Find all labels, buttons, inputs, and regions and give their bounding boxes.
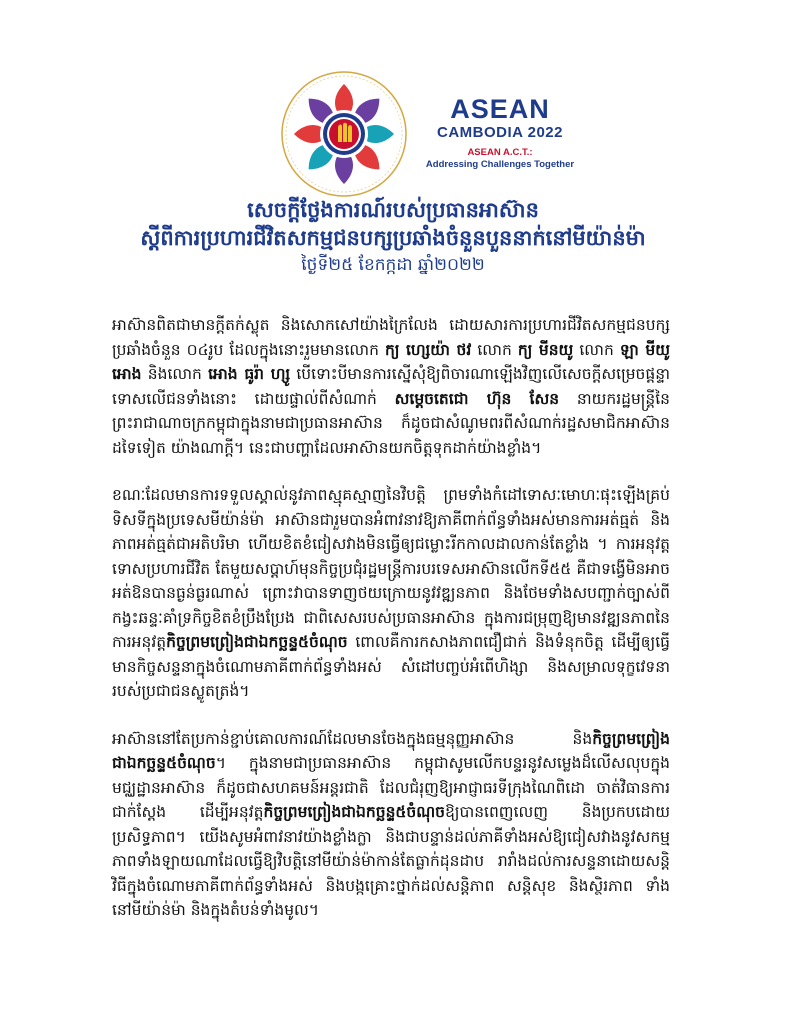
brand-tagline-2: Addressing Challenges Together	[425, 159, 575, 170]
bold-text-run: កិច្ចព្រមព្រៀងជាឯកច្ឆន្ទ៥ចំណុច	[166, 633, 348, 651]
text-run: អាស៊ាននៅតែប្រកាន់ខ្ជាប់គោលការណ៍ដែលមានចែងក្នុងធម្មនុញ្ញអាស៊ាន និង	[112, 729, 593, 748]
text-run: បើទោះបីមានការស្នើសុំឱ្យពិចារណាឡើងវិញលើសេចក្តីសម្រេចផ្តន្ទាទោសលើជនទាំងនោះ ដោយផ្ទាល់ពីសំណាក់	[112, 365, 670, 408]
bold-text-run: សម្តេចតេជោ ហ៊ុន សែន	[394, 389, 560, 408]
text-run: ឱ្យបានពេញលេញ និងប្រកបដោយប្រសិទ្ធភាព។ យើងសូមអំពាវនាវយ៉ាងខ្លាំងក្លា និងជាបន្ទាន់ដល់ភាគីទាំងអស់ឱ្យជៀសវាងនូវសកម្មភាពទាំងឡាយណាដែលធ្វើឱ្យវិបត្តិនៅមីយ៉ាន់ម៉ាកាន់តែធ្លាក់ដុនដាប រារាំងដល់ការសន្ទនាដោយសន្តិវិធីក្នុងចំណោមភាគីពាក់ព័ន្ធទាំងអស់ និងបង្កគ្រោះថ្នាក់ដល់សន្តិភាព សន្តិសុខ និងស្ថិរភាព ទាំងនៅមីយ៉ាន់ម៉ា និងក្នុងតំបន់ទាំងមូល។	[112, 803, 670, 919]
text-run: លោក	[573, 340, 620, 359]
bold-text-run: ក្យ មីនយូ	[517, 340, 574, 359]
text-run: នាយករដ្ឋមន្ត្រីនៃព្រះរាជាណាចក្រកម្ពុជាក្នុងនាមជាប្រធានអាស៊ាន ក៏ដូចជាសំណូមពរពីសំណាក់រដ្ឋសមាជិកអាស៊ានដទៃទៀត យ៉ាងណាក្តី។ នេះជាបញ្ហាដែលអាស៊ានយកចិត្តទុកដាក់យ៉ាងខ្លាំង។	[112, 389, 671, 457]
document-title-line-1: សេចក្តីថ្លែងការណ៍របស់ប្រធានអាស៊ាន	[247, 198, 539, 222]
brand-subtitle: CAMBODIA 2022	[437, 124, 563, 141]
document-heading	[40, 196, 746, 278]
brand-title: ASEAN	[450, 94, 550, 124]
brand-block	[420, 94, 580, 171]
bold-text-run: កិច្ចព្រមព្រៀងជាឯកច្ឆន្ទ៥ចំណុច	[263, 803, 445, 821]
paragraph-3	[112, 727, 670, 923]
text-run: និងលោក	[141, 365, 209, 383]
brand-tagline-1: ASEAN A.C.T.:	[467, 147, 533, 158]
text-run: ខណៈដែលមានការទទួលស្គាល់នូវភាពស្មុគស្មាញនៃវិបត្តិ ព្រមទាំងកំដៅទោសៈមោហៈផុះឡើងគ្រប់ទិសទីក្នុងប្រទេសមីយ៉ាន់ម៉ា អាស៊ានជារួមបានអំពាវនាវឱ្យភាគីពាក់ព័ន្ធទាំងអស់មានការអត់ធ្មត់ និង ភាពអត់ធ្មត់ជាអតិបរិមា ហើយខិតខំជៀសវាងមិនធ្វើឲ្យជម្លោះរីកកាលដាលកាន់តែខ្លាំង ។ ការអនុវត្តទោសប្រហារជីវិត តែមួយសប្តាហ៍មុនកិច្ចប្រជុំរដ្ឋមន្ត្រីការបរទេសអាស៊ានលើកទី៥៥ គឺជាទង្វើមិនអាចអត់ឱនបានធ្ងន់ធ្ងរណាស់ ព្រោះវាបានទាញថយក្រោយនូវវឌ្ឍនភាព និងថែមទាំងសបញ្ជាក់ច្បាស់ពីកង្វះឆន្ទៈគាំទ្រកិច្ចខិតខំប្រឹងប្រែង ជាពិសេសរបស់ប្រធានអាស៊ាន ក្នុងការជម្រុញឱ្យមានវឌ្ឍនភាពនៃការអនុវត្ត	[112, 486, 670, 651]
bold-text-run: ក្យ ហ្សេយ៉ា ថវ	[384, 340, 472, 359]
text-run: ។ ក្នុងនាមជាប្រធានអាស៊ាន កម្ពុជាសូមលើកបន្ទរនូវសម្លេងដ៏លើសលុបក្នុងមជ្ឈដ្ឋានអាស៊ាន ក៏ដូចជាសហគមន៍អន្តរជាតិ ដែលជំរុញឱ្យអាជ្ញាធរទីក្រុងណៃពិដោ ចាត់វិធានការជាក់ស្តែង ដើម្បីអនុវត្ត	[112, 754, 670, 821]
text-run: ពោលគឺការកសាងភាពជឿជាក់ និងទំនុកចិត្ត ដើម្បីឲ្យធ្វើមានកិច្ចសន្ទនាក្នុងចំណោមភាគីពាក់ព័ន្ធទាំងអស់ សំដៅបញ្ចប់អំពើហិង្សា និងសម្រាលទុក្ខវេទនារបស់ប្រជាជនស្លូតត្រង់។	[112, 633, 670, 700]
bold-text-run: អោង ធូរ៉ា ហ្សូ	[208, 365, 291, 383]
paragraph-2	[112, 483, 670, 704]
text-run: លោក	[471, 340, 518, 359]
document-date: ថ្ងៃទី២៥ ខែកក្កដា ឆ្នាំ២០២២	[301, 255, 485, 275]
paragraph-1	[112, 313, 670, 460]
document-body	[112, 313, 670, 946]
text-run: អាស៊ានពិតជាមានក្តីតក់ស្លុត និងសោកសៅយ៉ាងក្រៃលែង ដោយសារការប្រហារជីវិតសកម្មជនបក្សប្រឆាំងចំនួន ០៤រូប ដែលក្នុងនោះរួមមានលោក	[112, 316, 670, 359]
document-title-line-2: ស្តីពីការប្រហារជីវិតសកម្មជនបក្សប្រឆាំងចំនួនបួននាក់នៅមីយ៉ាន់ម៉ា	[140, 226, 646, 250]
bold-text-run: កិច្ចព្រមព្រៀងជាឯកច្ឆន្ទ៥ចំណុច	[112, 729, 670, 772]
letterhead	[0, 68, 786, 178]
bold-text-run: ឡា មីយូ អោង	[112, 340, 670, 383]
asean-cambodia-logo	[278, 68, 410, 200]
